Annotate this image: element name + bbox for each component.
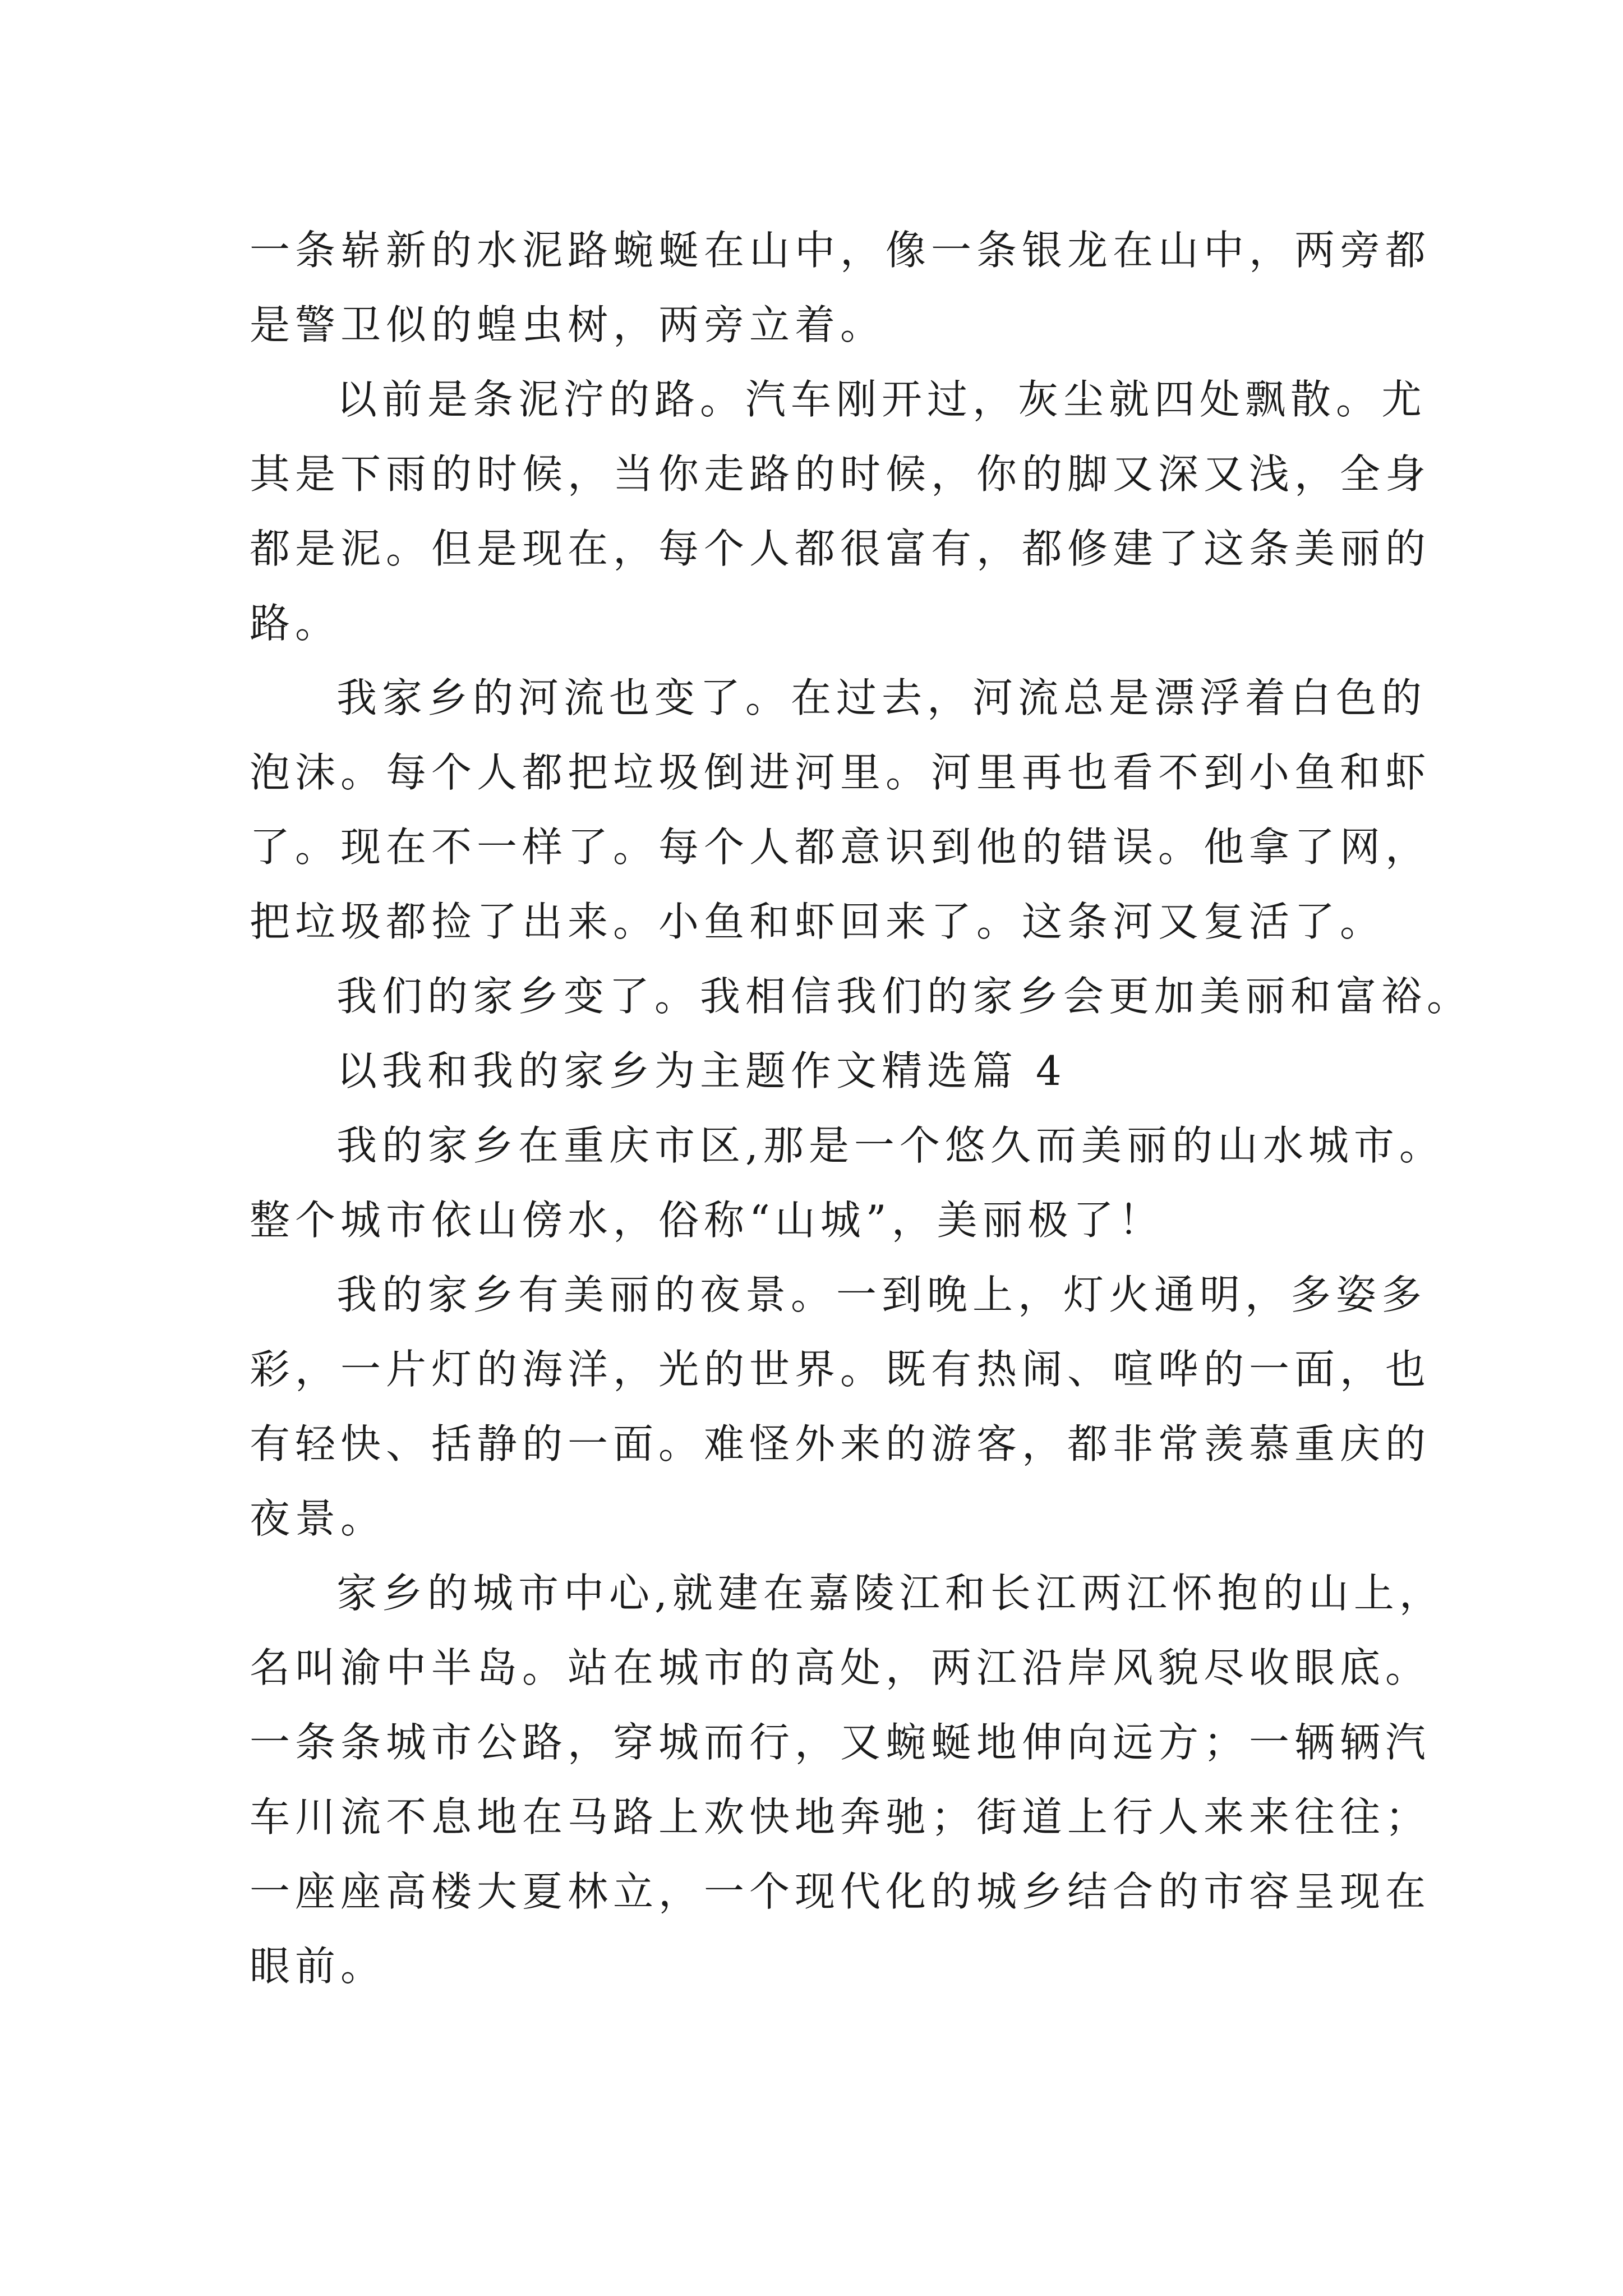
text-line: 以我和我的家乡为主题作文精选篇 4 [336, 1047, 1067, 1094]
text-line: 有轻快、括静的一面。难怪外来的游客，都非常羡慕重庆的 [250, 1420, 1431, 1467]
text-line: 了。现在不一样了。每个人都意识到他的错误。他拿了网， [250, 823, 1431, 871]
text-line: 车川流不息地在马路上欢快地奔驰；街道上行人来来往往； [250, 1793, 1431, 1841]
text-line: 夜景。 [250, 1495, 386, 1542]
text-line: 都是泥。但是现在，每个人都很富有，都修建了这条美丽的 [250, 525, 1431, 572]
text-line: 彩，一片灯的海洋，光的世界。既有热闹、喧哗的一面，也 [250, 1346, 1431, 1393]
text-line: 一座座高楼大夏林立，一个现代化的城乡结合的市容呈现在 [250, 1868, 1431, 1915]
text-line: 我家乡的河流也变了。在过去，河流总是漂浮着白色的 [336, 674, 1427, 721]
text-line: 整个城市依山傍水，俗称“山城”，美丽极了！ [250, 1197, 1164, 1244]
text-line: 一条条城市公路，穿城而行，又蜿蜒地伸向远方；一辆辆汽 [250, 1719, 1431, 1766]
text-line: 家乡的城市中心,就建在嘉陵江和长江两江怀抱的山上， [336, 1570, 1445, 1617]
text-line: 其是下雨的时候，当你走路的时候，你的脚又深又浅，全身 [250, 450, 1431, 498]
text-line: 路。 [250, 600, 341, 647]
text-line: 一条崭新的水泥路蜿蜒在山中，像一条银龙在山中，两旁都 [250, 227, 1431, 274]
text-line: 我们的家乡变了。我相信我们的家乡会更加美丽和富裕。 [336, 973, 1473, 1020]
text-line: 以前是条泥泞的路。汽车刚开过，灰尘就四处飘散。尤 [336, 376, 1427, 423]
essay-text [250, 213, 1473, 2004]
text-line: 泡沫。每个人都把垃圾倒进河里。河里再也看不到小鱼和虾 [250, 749, 1431, 796]
text-line: 是警卫似的蝗虫树，两旁立着。 [250, 301, 886, 348]
text-line: 我的家乡有美丽的夜景。一到晚上，灯火通明，多姿多 [336, 1271, 1427, 1318]
text-line: 名叫渝中半岛。站在城市的高处，两江沿岸风貌尽收眼底。 [250, 1644, 1431, 1691]
text-line: 眼前。 [250, 1943, 386, 1990]
text-line: 我的家乡在重庆市区,那是一个悠久而美丽的山水城市。 [336, 1122, 1445, 1169]
text-line: 把垃圾都捡了出来。小鱼和虾回来了。这条河又复活了。 [250, 898, 1386, 945]
